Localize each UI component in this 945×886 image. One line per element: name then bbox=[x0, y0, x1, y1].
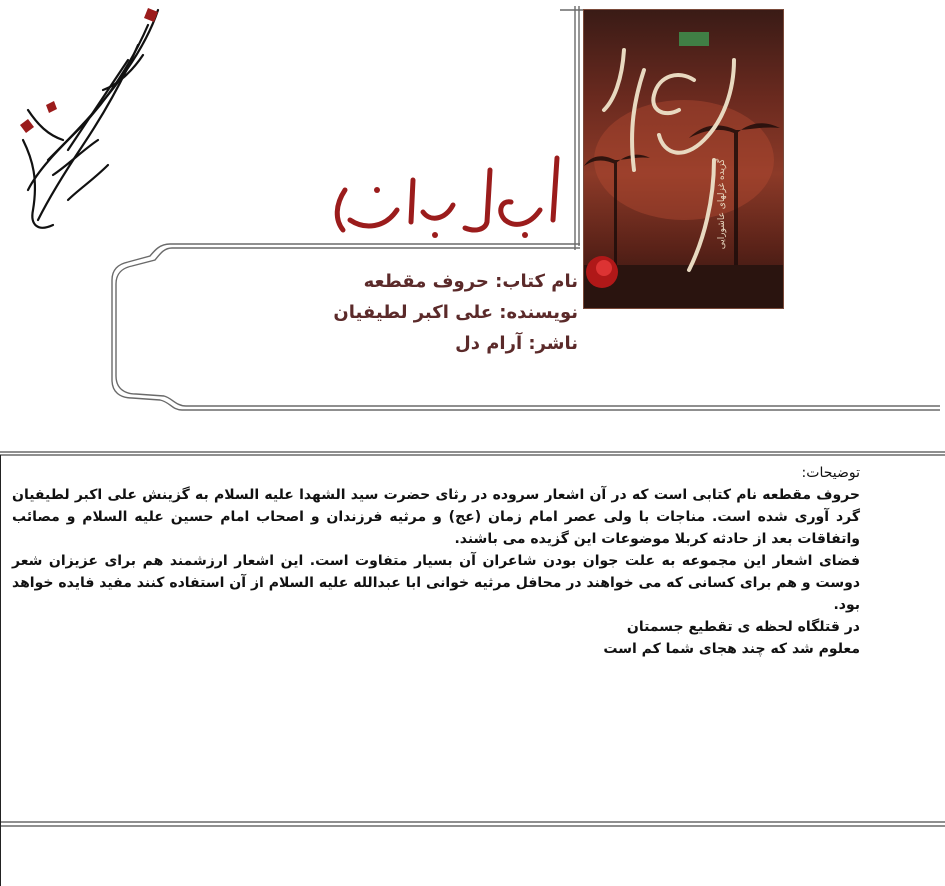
book-publisher: ناشر: آرام دل bbox=[455, 333, 578, 354]
book-author: نویسنده: علی اکبر لطیفیان bbox=[333, 302, 578, 323]
book-info bbox=[278, 266, 578, 359]
corner-calligraphy-logo bbox=[8, 0, 168, 250]
verse-line-1: در قتلگاه لحظه ی تقطیع جسمتان bbox=[626, 619, 860, 635]
description-paragraph-1: حروف مقطعه نام کتابی است که در آن اشعار سروده در رثای حضرت سید الشهدا علیه السلام به گزینش علی اکبر لطیفیان گرد آوری شده است. مناجات با ولی عصر امام زمان (عج) و مرثیه فرزندان و اصحاب امام حسین علیه السلام و مصائب واتفاقات بعد از حادثه کربلا موضوعات این گزیده می باشند. bbox=[12, 487, 860, 547]
book-name: نام کتاب: حروف مقطعه bbox=[363, 271, 578, 292]
cover-subtitle: گزیده غزلهای عاشورایی bbox=[717, 158, 727, 250]
title-calligraphy bbox=[325, 150, 570, 245]
description-section bbox=[12, 462, 860, 660]
description-heading: توضیحات: bbox=[801, 465, 860, 481]
verse-line-2: معلوم شد که چند هجای شما کم است bbox=[603, 641, 860, 657]
left-border bbox=[0, 455, 1, 886]
description-paragraph-2: فضای اشعار این مجموعه به علت جوان بودن شاعران آن بسیار متفاوت است. این اشعار ارزشمند هم برای عزیزان شعر دوست و هم برای کسانی که می خواهند در محافل مرثیه خوانی ابا عبدالله علیه السلام از آن استفاده کنند مفید فایده خواهد بود. bbox=[12, 553, 860, 613]
book-cover-image bbox=[583, 9, 784, 309]
